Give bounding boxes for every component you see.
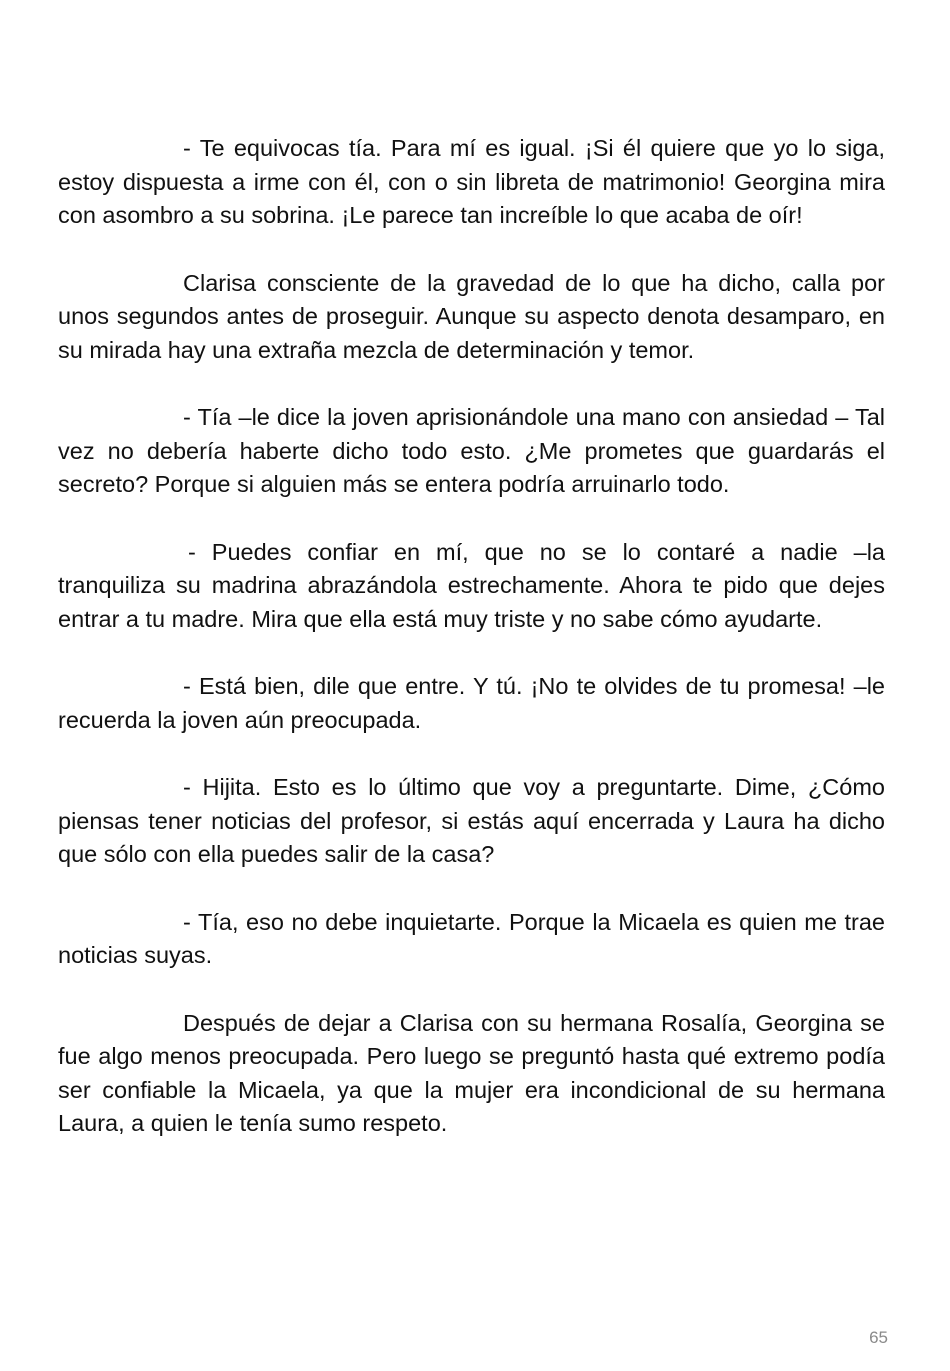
paragraph-3: - Tía –le dice la joven aprisionándole una mano con ansiedad – Tal vez no debería haberte dicho todo esto. ¿Me prometes que guardarás el secreto? Porque si alguien más se entera podría arruinarlo todo. [58, 404, 885, 497]
paragraph-5: - Está bien, dile que entre. Y tú. ¡No te olvides de tu promesa! –le recuerda la joven aún preocupada. [58, 673, 885, 733]
paragraph-7: - Tía, eso no debe inquietarte. Porque la Micaela es quien me trae noticias suyas. [58, 908, 885, 968]
paragraph-8: Después de dejar a Clarisa con su hermana Rosalía, Georgina se fue algo menos preocupada. Pero luego se preguntó hasta qué extremo podía ser confiable la Micaela, ya que la mujer era incondicional de su hermana Laura, a quien le tenía sumo respeto. [58, 1009, 885, 1136]
page-number: 65 [869, 1328, 888, 1347]
paragraph-2: Clarisa consciente de la gravedad de lo que ha dicho, calla por unos segundos antes de proseguir. Aunque su aspecto denota desamparo, en su mirada hay una extraña mezcla de determinación y temor. [58, 269, 885, 363]
paragraph-6: - Hijita. Esto es lo último que voy a preguntarte. Dime, ¿Cómo piensas tener noticias del profesor, si estás aquí encerrada y Laura ha dicho que sólo con ella puedes salir de la casa? [58, 774, 885, 867]
page-body [58, 132, 885, 1175]
paragraph-1: - Te equivocas tía. Para mí es igual. ¡Si él quiere que yo lo siga, estoy dispuesta a irme con él, con o sin libreta de matrimonio! Georgina mira con asombro a su sobrina. ¡Le parece tan increíble lo que acaba de oír! [58, 135, 885, 228]
paragraph-4: - Puedes confiar en mí, que no se lo contaré a nadie –la tranquiliza su madrina abrazándola estrechamente. Ahora te pido que dejes entrar a tu madre. Mira que ella está muy triste y no sabe cómo ayudarte. [58, 538, 885, 632]
